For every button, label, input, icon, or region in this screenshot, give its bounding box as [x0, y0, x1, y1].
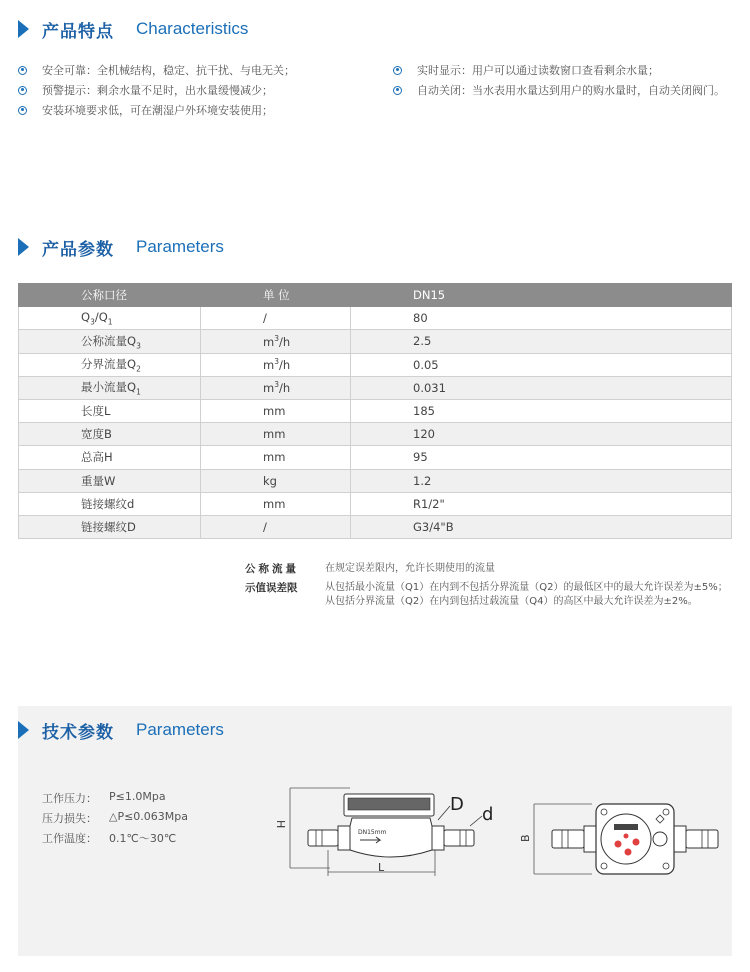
param-value: 1.2 [351, 469, 732, 492]
pipe-left [308, 830, 338, 846]
table-row [19, 399, 732, 422]
note-label: 示值误差限 [245, 582, 298, 594]
param-name: 链接螺纹D [19, 515, 201, 538]
water-meter-side-view [270, 780, 510, 880]
param-name: 宽度B [19, 423, 201, 446]
table-row [19, 423, 732, 446]
triangle-marker-icon [18, 20, 29, 38]
label-D: D [450, 794, 464, 815]
body-label: DN15mm [358, 829, 387, 836]
feature-item: 实时显示：用户可以通过读数窗口查看剩余水量； [393, 61, 659, 79]
triangle-marker-icon [18, 238, 29, 256]
table-row [19, 353, 732, 376]
characteristics-header [18, 16, 248, 42]
param-value: G3/4"B [351, 515, 732, 538]
parameters-title-en: Parameters [136, 237, 224, 256]
param-value: 2.5 [351, 330, 732, 353]
table-row [19, 492, 732, 515]
table-row [19, 307, 732, 330]
label-H: H [274, 820, 287, 829]
nut-right [432, 826, 444, 850]
tech-line [42, 810, 188, 826]
table-row [19, 376, 732, 399]
param-name: 长度L [19, 399, 201, 422]
note-text: 在规定误差限内，允许长期使用的流量 [325, 563, 495, 574]
meter-body [350, 818, 432, 857]
tech-line [42, 830, 176, 846]
label-B: B [519, 834, 532, 842]
water-meter-top-view [519, 794, 732, 886]
param-name: 公称流量$Q_3$ [19, 330, 201, 353]
tech-label: 工作压力： [42, 792, 97, 805]
technical-title-en: Parameters [136, 720, 224, 739]
table-header-row [19, 284, 732, 307]
header-cell: 单 位 [201, 284, 351, 307]
param-unit: mm [201, 423, 351, 446]
tech-value: P≤1.0Mpa [109, 790, 166, 803]
meter-dial [601, 814, 651, 864]
digit-window [614, 824, 638, 830]
bullet-icon [18, 106, 27, 115]
param-value: 0.031 [351, 376, 732, 399]
param-value: 95 [351, 446, 732, 469]
tech-label: 压力损失： [42, 812, 97, 825]
note-label: 公称流量 [245, 563, 299, 575]
param-unit: $m^3/h$ [201, 353, 351, 376]
param-name: 最小流量$Q_1$ [19, 376, 201, 399]
feature-item: 自动关闭：当水表用水量达到用户的购水量时，自动关闭阀门。 [393, 81, 725, 99]
note-text: 从包括分界流量（Q2）在内到包括过载流量（Q4）的高区中最大允许误差为±2%。 [325, 596, 698, 607]
nut-left [338, 826, 350, 850]
parameter-notes [245, 562, 728, 614]
pipe-right [444, 830, 474, 846]
table-row [19, 330, 732, 353]
header-cell: DN15 [351, 284, 732, 307]
param-value: 120 [351, 423, 732, 446]
table-row [19, 469, 732, 492]
param-unit: / [201, 307, 351, 330]
param-name: 分界流量$Q_2$ [19, 353, 201, 376]
note-text: 从包括最小流量（Q1）在内到不包括分界流量（Q2）的最低区中的最大允许误差为±5%； [325, 582, 728, 593]
param-value: 0.05 [351, 353, 732, 376]
header-cell: 公称口径 [19, 284, 201, 307]
param-unit: mm [201, 446, 351, 469]
bullet-icon [18, 66, 27, 75]
param-name: 链接螺纹d [19, 492, 201, 515]
note-row [245, 581, 728, 609]
param-value: 80 [351, 307, 732, 330]
note-row [245, 562, 728, 576]
param-value: 185 [351, 399, 732, 422]
feature-item: 安装环境要求低，可在潮湿户外环境安装使用； [18, 101, 273, 119]
table-row [19, 446, 732, 469]
tech-value: 0.1℃～30℃ [109, 832, 177, 845]
parameters-header [18, 234, 224, 260]
bullet-icon [18, 86, 27, 95]
technical-header [18, 717, 224, 743]
param-unit: $m^3/h$ [201, 376, 351, 399]
tech-line [42, 790, 166, 806]
parameters-table [18, 283, 732, 539]
feature-item: 预警提示：剩余水量不足时，出水量缓慢减少； [18, 81, 273, 99]
parameters-title-cn: 产品参数 [42, 239, 114, 260]
param-unit: / [201, 515, 351, 538]
param-value: R1/2" [351, 492, 732, 515]
technical-title-cn: 技术参数 [42, 722, 114, 743]
param-name: 总高H [19, 446, 201, 469]
param-unit: mm [201, 492, 351, 515]
table-row [19, 515, 732, 538]
param-unit: $m^3/h$ [201, 330, 351, 353]
bullet-icon [393, 86, 402, 95]
label-L: L [378, 861, 385, 874]
param-unit: mm [201, 399, 351, 422]
characteristics-title-en: Characteristics [136, 19, 249, 38]
param-name: $Q_3/Q_1$ [19, 307, 201, 330]
tech-label: 工作温度： [42, 832, 97, 845]
tech-value: △P≤0.063Mpa [109, 810, 189, 823]
param-unit: kg [201, 469, 351, 492]
bullet-icon [393, 66, 402, 75]
param-name: 重量W [19, 469, 201, 492]
feature-item: 安全可靠：全机械结构，稳定、抗干扰、与电无关； [18, 61, 295, 79]
label-d: d [482, 804, 494, 825]
characteristics-title-cn: 产品特点 [42, 21, 114, 42]
triangle-marker-icon [18, 721, 29, 739]
